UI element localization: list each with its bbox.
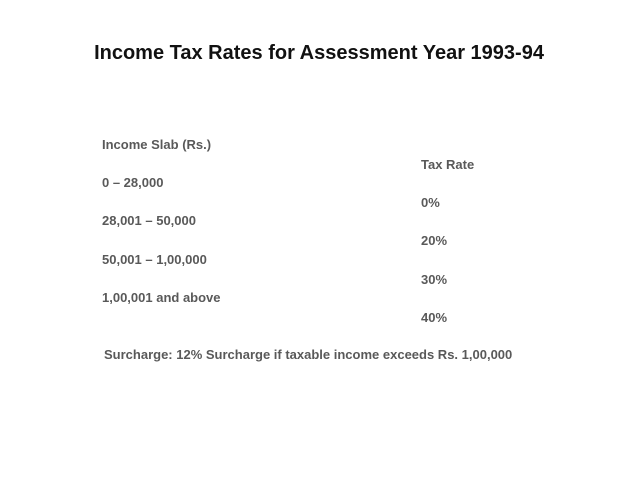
rate-row-1: 0% <box>421 195 440 210</box>
slab-row-2: 28,001 – 50,000 <box>102 213 196 228</box>
rate-row-4: 40% <box>421 310 448 325</box>
rate-row-2: 20% <box>421 233 448 248</box>
income-slab-header: Income Slab (Rs.) <box>102 137 212 152</box>
rate-row-3: 30% <box>421 272 448 287</box>
slab-row-3: 50,001 – 1,00,000 <box>102 252 207 267</box>
tax-rate-header: Tax Rate <box>421 157 475 172</box>
slab-row-1: 0 – 28,000 <box>102 175 164 190</box>
slide-title: Income Tax Rates for Assessment Year 1993-94 <box>94 42 544 64</box>
surcharge-note: Surcharge: 12% Surcharge if taxable income exceeds Rs. 1,00,000 <box>104 347 513 362</box>
slab-row-4: 1,00,001 and above <box>102 290 221 305</box>
